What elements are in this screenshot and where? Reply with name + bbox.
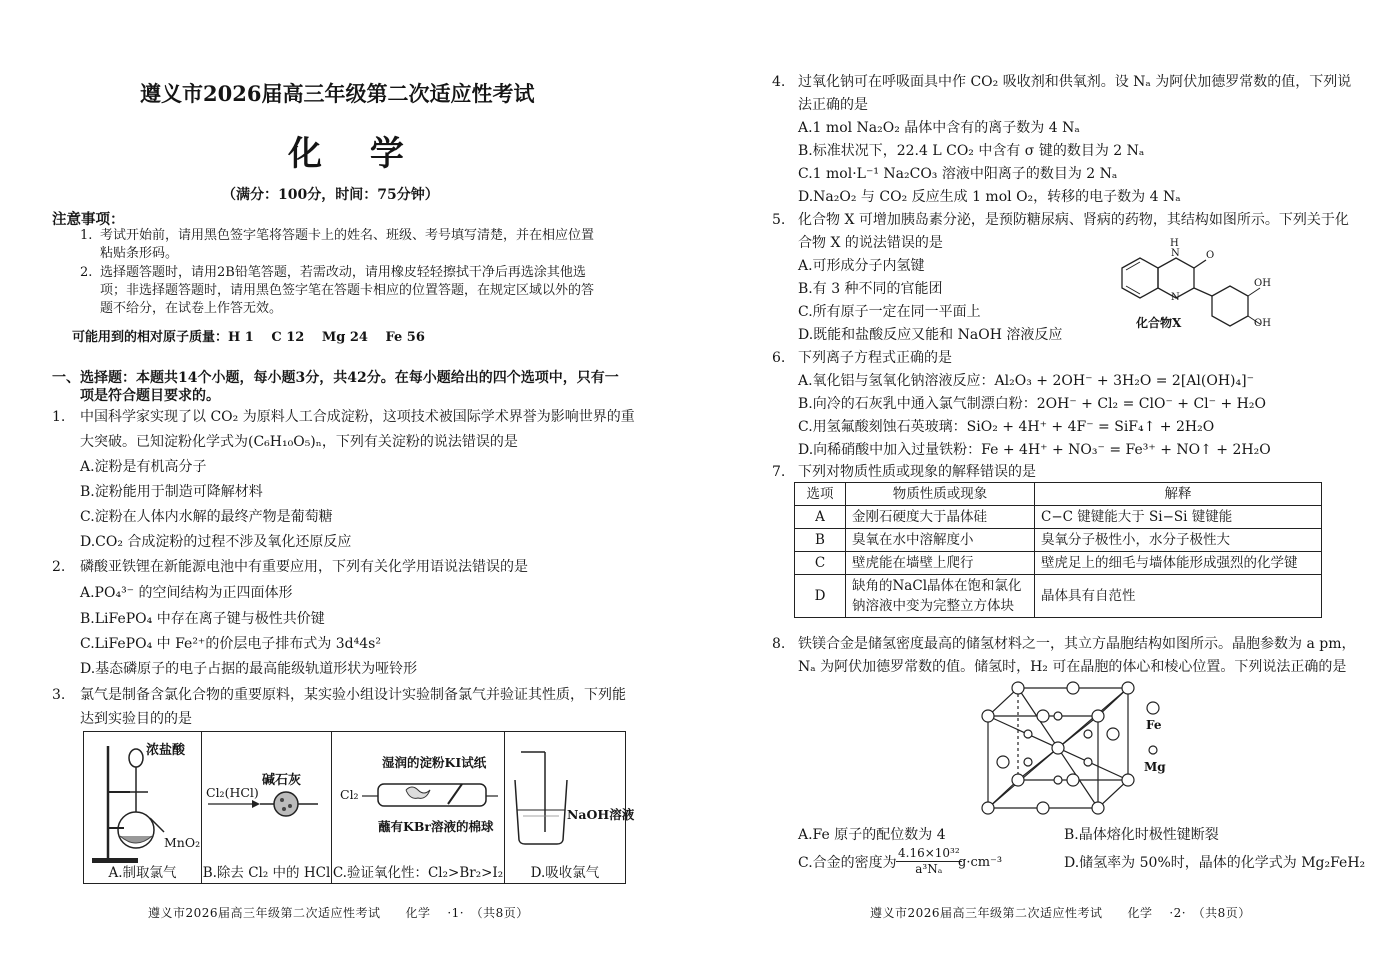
q3-b-label1: Cl₂(HCl) — [206, 785, 259, 800]
fig-oh2: OH — [1254, 318, 1271, 329]
apparatus-b-icon — [202, 732, 331, 882]
page-left — [0, 0, 688, 972]
q6-option-d: D.向稀硝酸中加入过量铁粉：Fe + 4H⁺ + NO₃⁻ = Fe³⁺ + NO↑ + 2H₂O — [798, 442, 1271, 458]
q8-stem2: Nₐ 为阿伏加德罗常数的值。储氢时，H₂ 可在晶胞的体心和棱心位置。下列说法正确的是 — [798, 659, 1347, 675]
q7-row-a-explanation: C−C 键键能大于 Si−Si 键键能 — [1035, 506, 1322, 529]
q5-option-d: D.既能和盐酸反应又能和 NaOH 溶液反应 — [798, 327, 1063, 343]
note-1-line1: 考试开始前，请用黑色签字笔将答题卡上的姓名、班级、考号填写清楚，并在相应位置 — [100, 228, 595, 243]
q3-a-label2: MnO₂ — [164, 835, 201, 850]
table-row — [795, 529, 1322, 552]
subject-title: 化 学 — [288, 134, 422, 174]
q7-header-opt: 选项 — [795, 483, 846, 506]
q1-option-b: B.淀粉能用于制造可降解材料 — [80, 484, 263, 500]
footer-right: 遵义市2026届高三年级第二次适应性考试 化学 ·2· （共8页） — [870, 906, 1251, 920]
q8-option-c-unit: g·cm⁻³ — [958, 855, 1003, 870]
compound-x-structure-icon — [1110, 230, 1270, 334]
density-denominator: a³Nₐ — [915, 862, 943, 876]
q7-row-d-phenomenon-line2: 钠溶液中变为完整立方体块 — [852, 598, 1014, 614]
fig-h: H — [1170, 238, 1179, 249]
q7-row-d-opt: D — [795, 575, 846, 618]
q4-option-c: C.1 mol·L⁻¹ Na₂CO₃ 溶液中阳离子的数目为 2 Nₐ — [798, 166, 1118, 182]
q5-option-c: C.所有原子一定在同一平面上 — [798, 304, 981, 320]
q2-option-d: D.基态磷原子的电子占据的最高能级轨道形状为哑铃形 — [80, 661, 418, 677]
q8-option-a: A.Fe 原子的配位数为 4 — [798, 827, 946, 843]
note-2-line3: 题不给分，在试卷上作答无效。 — [100, 301, 283, 316]
section1-line1: 一、选择题：本题共14个小题，每小题3分，共42分。在每小题给出的四个选项中，只有一 — [52, 370, 619, 386]
q3-caption-d: D.吸收氯气 — [530, 865, 600, 881]
q6-option-b: B.向冷的石灰乳中通入氯气制漂白粉：2OH⁻ + Cl₂ = ClO⁻ + Cl⁻ + H₂O — [798, 396, 1266, 412]
fig-caption: 化合物X — [1136, 316, 1182, 330]
q7-row-b-phenomenon: 臭氧在水中溶解度小 — [846, 529, 1035, 552]
q7-row-d-phenomenon-line1: 缺角的NaCl晶体在饱和氯化 — [852, 578, 1022, 594]
q7-row-b-opt: B — [795, 529, 846, 552]
q8-num: 8. — [772, 636, 786, 652]
q5-option-a: A.可形成分子内氢键 — [798, 258, 925, 274]
q2-option-b: B.LiFePO₄ 中存在离子键与极性共价键 — [80, 611, 325, 627]
q8-option-d: D.储氢率为 50%时，晶体的化学式为 Mg₂FeH₂ — [1064, 855, 1366, 871]
fig-o: O — [1206, 250, 1215, 261]
table-row — [795, 506, 1322, 529]
q4-option-a: A.1 mol Na₂O₂ 晶体中含有的离子数为 4 Nₐ — [798, 120, 1080, 136]
note-2-line1: 选择题答题时，请用2B铅笔答题，若需改动，请用橡皮轻轻擦拭干净后再选涂其他选 — [100, 265, 586, 280]
score-time: （满分：100分，时间：75分钟） — [222, 187, 439, 203]
q7-row-a-phenomenon: 金刚石硬度大于晶体硅 — [846, 506, 1035, 529]
q7-num: 7. — [772, 464, 786, 480]
fig-n1: N — [1171, 248, 1180, 259]
legend-atoms-icon — [1146, 700, 1166, 764]
q3-caption-b: B.除去 Cl₂ 中的 HCl — [202, 865, 331, 881]
q6-option-a: A.氧化铝与氢氧化钠溶液反应：Al₂O₃ + 2OH⁻ + 3H₂O = 2[Al(OH)₄]⁻ — [798, 373, 1254, 389]
q1-num: 1. — [52, 409, 66, 425]
q2-num: 2. — [52, 559, 66, 575]
q7-header-phenomenon: 物质性质或现象 — [846, 483, 1035, 506]
q3-d-label1: NaOH溶液 — [567, 807, 635, 822]
crystal-cell-figure — [978, 680, 1138, 820]
q1-option-c: C.淀粉在人体内水解的最终产物是葡萄糖 — [80, 509, 333, 525]
q3-num: 3. — [52, 687, 66, 703]
table-row — [795, 552, 1322, 575]
q1-option-d: D.CO₂ 合成淀粉的过程不涉及氧化还原反应 — [80, 534, 352, 550]
q7-row-c-phenomenon: 壁虎能在墙壁上爬行 — [846, 552, 1035, 575]
q7-header-explanation: 解释 — [1035, 483, 1322, 506]
q7-table — [794, 482, 1322, 618]
q1-stem1: 中国科学家实现了以 CO₂ 为原料人工合成淀粉，这项技术被国际学术界誉为影响世界的重 — [80, 409, 635, 425]
page-right — [688, 0, 1377, 972]
density-fraction — [896, 846, 962, 877]
exam-title: 遵义市2026届高三年级第二次适应性考试 — [140, 81, 535, 106]
q4-stem1: 过氧化钠可在呼吸面具中作 CO₂ 吸收剂和供氧剂。设 Nₐ 为阿伏加德罗常数的值，下列说 — [798, 74, 1352, 90]
note-2-line2: 项；非选择题答题时，请用黑色签字笔在答题卡相应的位置答题，在规定区域以外的答 — [100, 283, 595, 298]
compound-x-figure — [1110, 230, 1270, 334]
q3-cell-b — [202, 732, 332, 884]
q3-a-label1: 浓盐酸 — [146, 743, 186, 758]
q6-num: 6. — [772, 350, 786, 366]
q3-cell-a — [84, 732, 202, 884]
legend-mg: Mg — [1144, 760, 1166, 774]
footer-left: 遵义市2026届高三年级第二次适应性考试 化学 ·1· （共8页） — [148, 906, 529, 920]
q8-option-b: B.晶体熔化时极性键断裂 — [1064, 827, 1219, 843]
q3-c-label2: Cl₂ — [340, 787, 359, 802]
q3-cell-c — [332, 732, 505, 884]
note-2-num: 2. — [80, 265, 93, 280]
q5-stem2: 合物 X 的说法错误的是 — [798, 235, 943, 251]
q3-stem2: 达到实验目的的是 — [80, 711, 192, 727]
fig-n2: N — [1171, 292, 1180, 303]
section1-line2: 项是符合题目要求的。 — [80, 388, 220, 404]
q3-apparatus-table — [83, 731, 635, 884]
q5-stem1: 化合物 X 可增加胰岛素分泌，是预防糖尿病、肾病的药物，其结构如图所示。下列关于化 — [798, 212, 1349, 228]
q7-stem: 下列对物质性质或现象的解释错误的是 — [798, 464, 1036, 480]
q8-stem1: 铁镁合金是储氢密度最高的储氢材料之一，其立方晶胞结构如图所示。晶胞参数为 a pm， — [798, 636, 1356, 652]
q7-row-d-explanation: 晶体具有自范性 — [1035, 575, 1322, 618]
q3-c-label3: 蘸有KBr溶液的棉球 — [378, 819, 494, 834]
q5-num: 5. — [772, 212, 786, 228]
q4-option-d: D.Na₂O₂ 与 CO₂ 反应生成 1 mol O₂，转移的电子数为 4 Nₐ — [798, 189, 1181, 205]
legend-fe: Fe — [1146, 718, 1162, 732]
q7-row-c-opt: C — [795, 552, 846, 575]
q3-c-label1: 湿润的淀粉KI试纸 — [382, 755, 487, 770]
q2-option-c: C.LiFePO₄ 中 Fe²⁺的价层电子排布式为 3d⁴4s² — [80, 636, 381, 652]
note-1-num: 1. — [80, 228, 93, 243]
atomic-mass: 可能用到的相对原子质量：H 1 C 12 Mg 24 Fe 56 — [72, 330, 425, 345]
q3-stem1: 氯气是制备含氯化合物的重要原料，某实验小组设计实验制备氯气并验证其性质，下列能 — [80, 687, 626, 703]
q1-stem2: 大突破。已知淀粉化学式为(C₆H₁₀O₅)ₙ，下列有关淀粉的说法错误的是 — [80, 434, 518, 450]
crystal-cell-icon — [978, 680, 1138, 820]
density-numerator: 4.16×10³² — [898, 846, 960, 860]
q1-option-a: A.淀粉是有机高分子 — [80, 459, 207, 475]
q6-option-c: C.用氢氟酸刻蚀石英玻璃：SiO₂ + 4H⁺ + 4F⁻ = SiF₄↑ + 2H₂O — [798, 419, 1215, 435]
notes-heading: 注意事项： — [52, 211, 125, 228]
q7-row-d-phenomenon-cell — [846, 575, 1035, 618]
q6-stem: 下列离子方程式正确的是 — [798, 350, 952, 366]
fig-oh1: OH — [1254, 278, 1271, 289]
q7-row-b-explanation: 臭氧分子极性小，水分子极性大 — [1035, 529, 1322, 552]
q3-cell-d — [505, 732, 635, 884]
q4-stem2: 法正确的是 — [798, 97, 868, 113]
q7-row-a-opt: A — [795, 506, 846, 529]
q8-option-c: C.合金的密度为 — [798, 855, 897, 871]
table-row — [795, 575, 1322, 618]
q4-num: 4. — [772, 74, 786, 90]
q3-caption-a: A.制取氯气 — [108, 865, 177, 881]
q3-caption-c: C.验证氧化性：Cl₂>Br₂>I₂ — [332, 865, 504, 881]
q5-option-b: B.有 3 种不同的官能团 — [798, 281, 943, 297]
q7-row-c-explanation: 壁虎足上的细毛与墙体能形成强烈的化学键 — [1035, 552, 1322, 575]
note-1-line2: 粘贴条形码。 — [100, 246, 179, 261]
q4-option-b: B.标准状况下，22.4 L CO₂ 中含有 σ 键的数目为 2 Nₐ — [798, 143, 1145, 159]
q2-stem: 磷酸亚铁锂在新能源电池中有重要应用，下列有关化学用语说法错误的是 — [80, 559, 528, 575]
q2-option-a: A.PO₄³⁻ 的空间结构为正四面体形 — [80, 585, 293, 601]
q3-b-label2: 碱石灰 — [262, 773, 302, 788]
